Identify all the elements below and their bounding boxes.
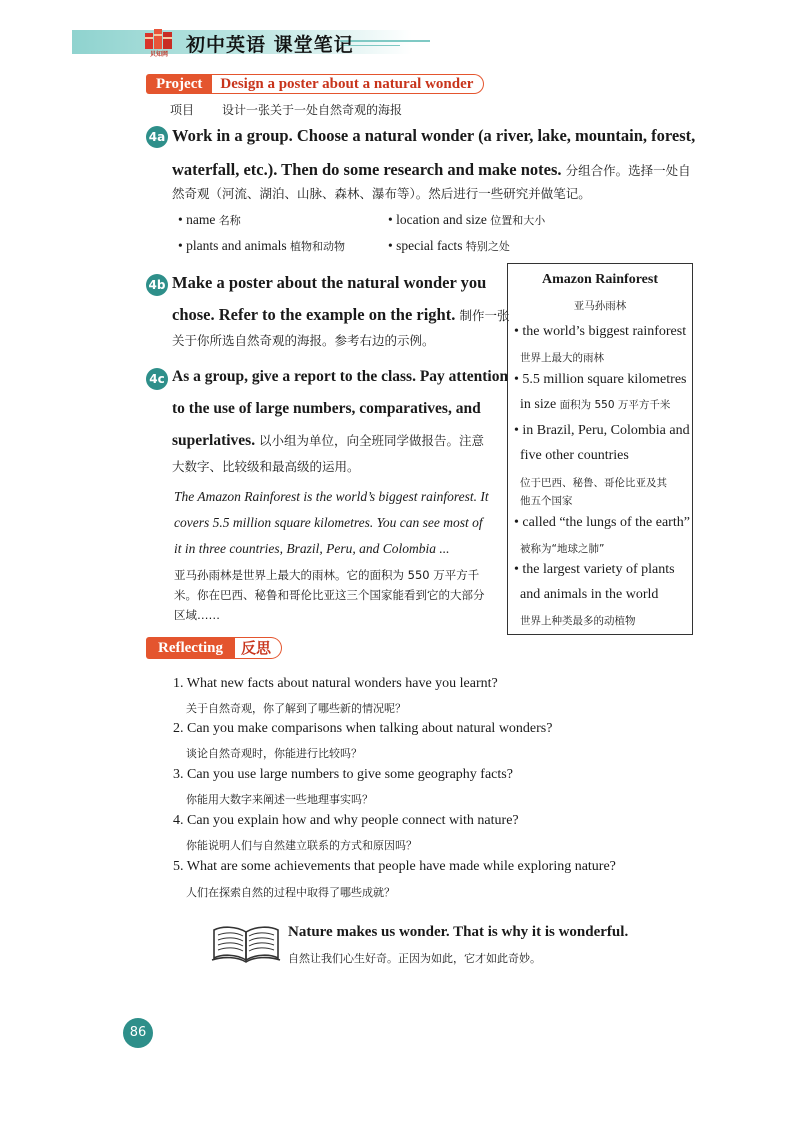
logo-text: 贝知网 [149, 51, 168, 58]
reflecting-tag [146, 636, 282, 660]
poster-item-4-cn: 被称为“地球之肺” [520, 543, 605, 555]
poster-item-3-en2: five other countries [520, 448, 629, 463]
task-4b-cn-line2: 关于你所选自然奇观的海报。参考右边的示例。 [172, 333, 435, 348]
poster-subtitle: 亚马孙雨林 [573, 300, 627, 312]
poster-item-4: • called “the lungs of the earth” [514, 515, 690, 530]
poster-title: Amazon Rainforest [541, 272, 658, 287]
bullet-location-cn: 位置和大小 [490, 214, 546, 227]
poster-item-3: • in Brazil, Peru, Colombia and [514, 423, 690, 438]
project-title: Design a poster about a natural wonder [212, 74, 484, 94]
poster-item-2-cn: 面积为 550 万平方千米 [559, 399, 671, 411]
task-4a-line2-en: waterfall, etc.). Then do some research and make notes. [172, 160, 562, 179]
reflect-question-4-cn: 你能说明人们与自然建立联系的方式和原因吗？ [186, 839, 417, 852]
example-line2: covers 5.5 million square kilometres. You can see most of [174, 515, 483, 530]
bullet-plants-cn: 植物和动物 [289, 240, 345, 253]
example-cn1: 亚马孙雨林是世界上最大的雨林。它的面积为 550 万平方千 [174, 568, 480, 582]
project-sub-label: 项目 [170, 103, 195, 117]
task-4a-cn-inline: 分组合作。选择一处自 [565, 163, 691, 178]
bullet-name-en: • name [178, 212, 216, 227]
bullet-name-cn: 名称 [218, 214, 241, 227]
task-4a-cn-line2: 然奇观（河流、湖泊、山脉、森林、瀑布等）。然后进行一些研究并做笔记。 [172, 186, 591, 201]
quote-chinese: 自然让我们心生好奇。正因为如此，它才如此奇妙。 [288, 952, 541, 965]
task-4a-line1: Work in a group. Choose a natural wonder (a river, lake, mountain, forest, [172, 126, 696, 145]
poster-item-2: • 5.5 million square kilometres [514, 372, 687, 387]
bullet-location-en: • location and size [388, 212, 487, 227]
task-badge-4b: 4b [146, 274, 168, 296]
task-badge-4c: 4c [146, 368, 168, 390]
reflect-question-5-cn: 人们在探索自然的过程中取得了哪些成就？ [186, 886, 395, 899]
reflecting-title: 反思 [235, 637, 282, 659]
poster-item-2-en2: in size [520, 397, 557, 412]
poster-item-1: • the world’s biggest rainforest [514, 324, 687, 339]
project-tag [146, 73, 484, 95]
poster-item-5-cn: 世界上种类最多的动植物 [520, 615, 636, 627]
poster-item-3-cn2: 他五个国家 [520, 495, 573, 507]
reflect-question-1: 1. What new facts about natural wonders have you learnt? [173, 676, 498, 691]
reflect-question-4: 4. Can you explain how and why people connect with nature? [173, 813, 519, 828]
task-4c-line2: to the use of large numbers, comparatives, and [172, 400, 481, 417]
bullet-plants-en: • plants and animals [178, 238, 287, 253]
example-line3: it in three countries, Brazil, Peru, and Colombia ... [174, 541, 450, 556]
reflect-question-5: 5. What are some achievements that people have made while exploring nature? [173, 859, 616, 874]
task-4c-line1: As a group, give a report to the class. Pay attention [172, 368, 509, 385]
reflecting-label: Reflecting [146, 637, 235, 659]
poster-item-5: • the largest variety of plants [514, 562, 675, 577]
task-4b-line1: Make a poster about the natural wonder you [172, 273, 487, 292]
poster-item-1-cn: 世界上最大的雨林 [520, 352, 604, 364]
poster-item-2-line2 [520, 397, 670, 413]
project-subtitle [170, 101, 430, 118]
reflect-question-3: 3. Can you use large numbers to give some geography facts? [173, 767, 513, 782]
bullet-special-cn: 特别之处 [465, 240, 510, 253]
task-4c-line3-en: superlatives. [172, 432, 256, 449]
task-badge-4a: 4a [146, 126, 168, 148]
task-4c-cn-line2: 大数字、比较级和最高级的运用。 [172, 459, 360, 474]
bullet-location [388, 212, 545, 228]
task-4c-cn-inline: 以小组为单位，向全班同学做报告。注意 [258, 433, 484, 448]
task-4b-line2 [172, 298, 510, 332]
project-sub-title: 设计一张关于一处自然奇观的海报 [222, 103, 403, 117]
quote-english: Nature makes us wonder. That is why it is wonderful. [288, 924, 629, 940]
poster-item-3-cn: 位于巴西、秘鲁、哥伦比亚及其 [520, 477, 667, 489]
page-number: 86 [123, 1018, 153, 1048]
reflect-question-2: 2. Can you make comparisons when talking about natural wonders? [173, 721, 553, 736]
task-4a-line2 [172, 153, 691, 187]
page-header-title: 初中英语 课堂笔记 [186, 34, 354, 56]
bullet-name [178, 212, 241, 228]
example-line1: The Amazon Rainforest is the world’s biggest rainforest. It [174, 489, 489, 504]
project-label: Project [146, 74, 212, 94]
task-4b-cn-inline: 制作一张 [459, 308, 510, 323]
poster-example-box [507, 263, 693, 635]
task-4c-line3 [172, 424, 484, 457]
task-4b-line2-en: chose. Refer to the example on the right. [172, 305, 456, 324]
bullet-special [388, 238, 510, 254]
poster-item-5-en2: and animals in the world [520, 587, 659, 602]
reflect-question-2-cn: 谈论自然奇观时，你能进行比较吗？ [186, 747, 362, 760]
example-cn2: 米。你在巴西、秘鲁和哥伦比亚这三个国家能看到它的大部分 [174, 588, 485, 602]
reflect-question-3-cn: 你能用大数字来阐述一些地理事实吗？ [186, 793, 373, 806]
reflect-question-1-cn: 关于自然奇观，你了解到了哪些新的情况呢？ [186, 702, 406, 715]
bullet-special-en: • special facts [388, 238, 463, 253]
open-book-icon [210, 924, 282, 964]
bullet-plants [178, 238, 345, 254]
example-cn3: 区域…… [174, 608, 220, 622]
